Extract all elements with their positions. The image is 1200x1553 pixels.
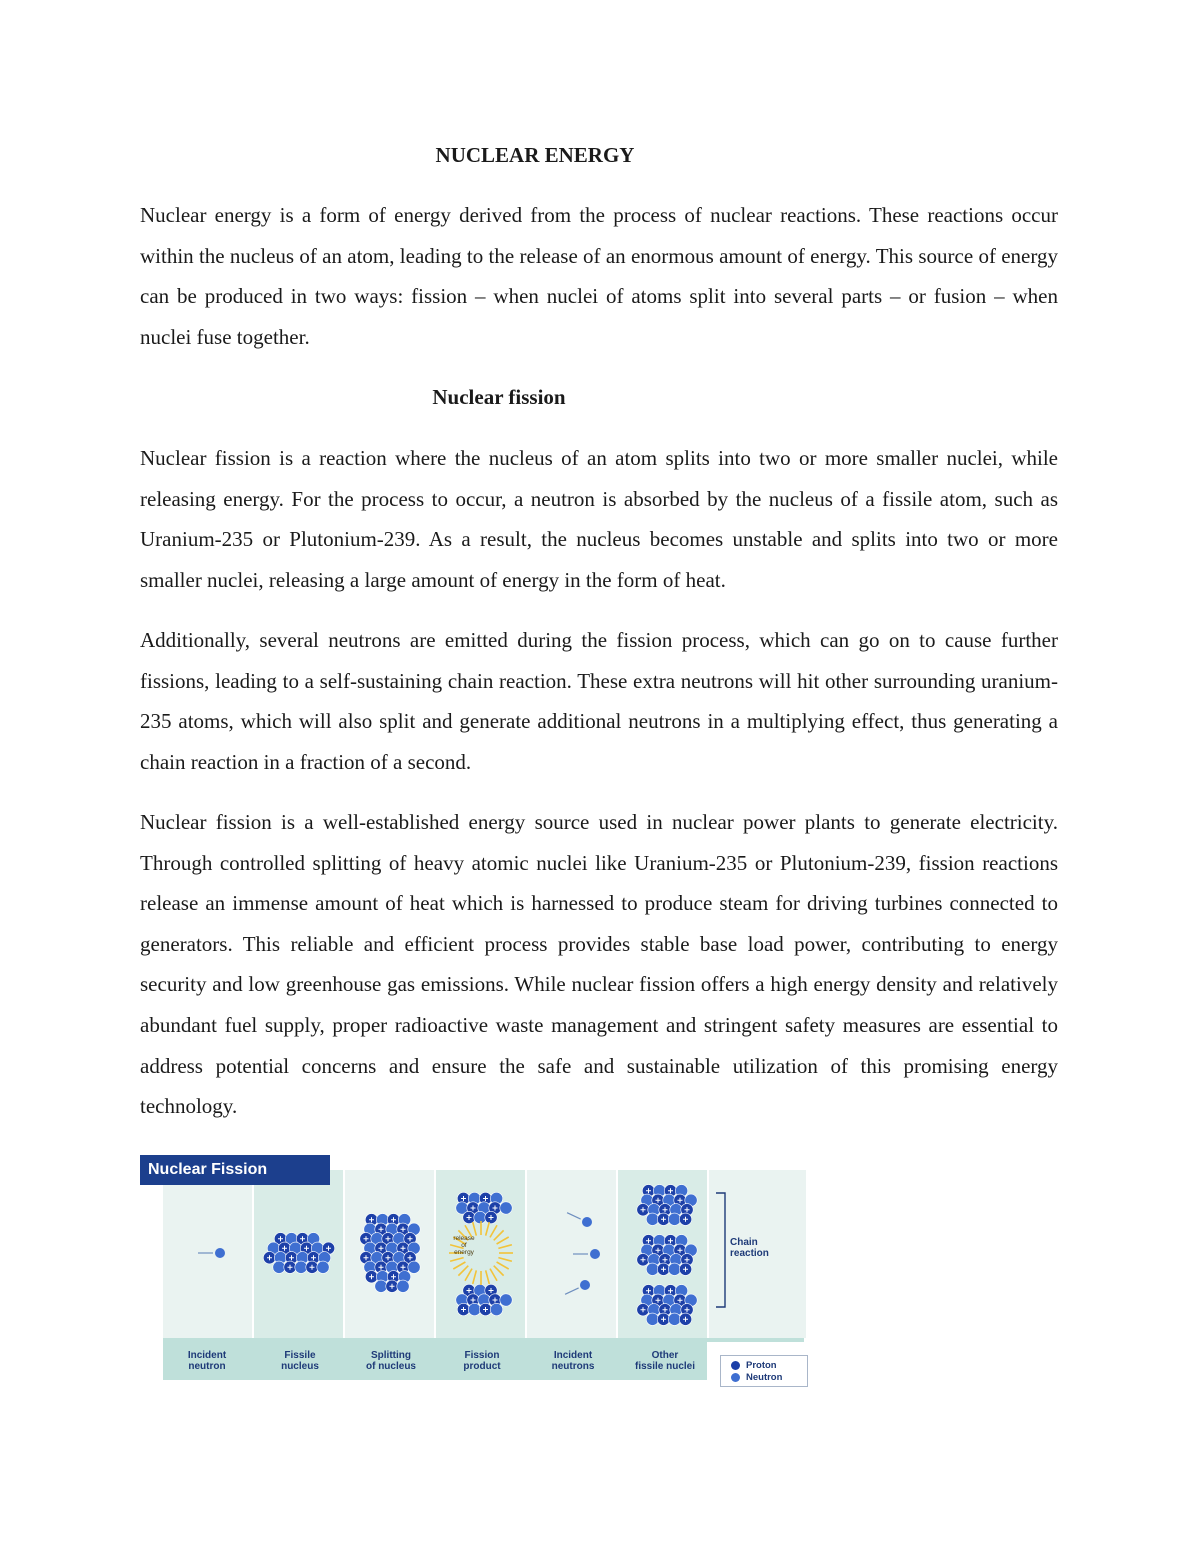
- stage-label-incident-neutron: Incident neutron: [187, 1350, 227, 1372]
- proton-icon: [731, 1361, 740, 1370]
- stage-label-incident-neutrons: Incident neutrons: [551, 1350, 595, 1372]
- incident-neutron-icon: [215, 1248, 225, 1258]
- other-fissile-nucleus-neutron: [668, 1313, 680, 1325]
- other-fissile-nucleus-neutron: [646, 1313, 658, 1325]
- intro-paragraph: Nuclear energy is a form of energy derived from the process of nuclear reactions. These reactions occur within the nucleus of an atom, leading to the release of an enormous amount of energy. This source of energy can be produced in two ways: fission – when nuclei of atoms split into several parts – or fusion – when nuclei fuse together.: [140, 203, 1058, 349]
- other-fissile-nucleus-neutron: [668, 1263, 680, 1275]
- nuclear-fission-diagram: [140, 1150, 820, 1390]
- legend-proton: [731, 1360, 777, 1371]
- fissile-nucleus-neutron: [273, 1261, 285, 1273]
- diagram-legend: [720, 1355, 808, 1387]
- stage-panel: [527, 1170, 616, 1338]
- fissile-nucleus-neutron: [295, 1261, 307, 1273]
- stage-label-splitting: Splitting of nucleus: [365, 1350, 416, 1372]
- other-fissile-nucleus-neutron: [668, 1213, 680, 1225]
- fission-product-top-neutron: [474, 1211, 486, 1223]
- incident-neutron-icon: [580, 1280, 590, 1290]
- legend-proton-label: Proton: [746, 1360, 777, 1371]
- splitting-nucleus-neutron: [408, 1261, 420, 1273]
- incident-neutron-icon: [582, 1217, 592, 1227]
- legend-neutron-label: Neutron: [746, 1372, 783, 1383]
- legend-neutron: [731, 1372, 782, 1383]
- stage-label-fissile-nucleus: Fissile nucleus: [281, 1350, 319, 1372]
- fission-product-bottom-neutron: [490, 1303, 502, 1315]
- chain-reaction-label: Chain reaction: [730, 1237, 769, 1259]
- fission-paragraph-1: Nuclear fission is a reaction where the nucleus of an atom splits into two or more smaller nuclei, while releasing energy. For the process to occur, a neutron is absorbed by the nucleus of a fissile atom, such as Uranium-235 or Plutonium-239. As a result, the nucleus becomes unstable and splits into two or more smaller nuclei, releasing a large amount of energy in the form of heat.: [140, 446, 1058, 592]
- release-of-energy-label: release of energy: [453, 1235, 475, 1256]
- splitting-nucleus-neutron: [397, 1280, 409, 1292]
- fission-product-bottom-neutron: [468, 1303, 480, 1315]
- document-title: NUCLEAR ENERGY: [435, 143, 635, 167]
- splitting-nucleus-neutron: [375, 1280, 387, 1292]
- fission-paragraph-3: Nuclear fission is a well-established energy source used in nuclear power plants to generate electricity. Through controlled splitting of heavy atomic nuclei like Uranium-235 or Plutonium-239, fission reactions release an immense amount of heat which is harnessed to produce steam for driving turbines connected to generators. This reliable and efficient process provides stable base load power, contributing to energy security and low greenhouse gas emissions. While nuclear fission offers a high energy density and relatively abundant fuel supply, proper radioactive waste management and stringent safety measures are essential to address potential concerns and ensure the safe and sustainable utilization of this promising energy technology.: [140, 810, 1058, 1119]
- section-heading: Nuclear fission: [432, 385, 566, 409]
- fission-product-bottom-neutron: [500, 1294, 512, 1306]
- incident-neutron-icon: [590, 1249, 600, 1259]
- stage-label-fission-product: Fission product: [463, 1350, 501, 1372]
- neutron-icon: [731, 1373, 740, 1382]
- stage-label-other-fissile-nuclei: Other fissile nuclei: [634, 1350, 696, 1372]
- stage-panel: [163, 1170, 252, 1338]
- other-fissile-nucleus-neutron: [646, 1263, 658, 1275]
- figure-title: Nuclear Fission: [140, 1155, 330, 1185]
- fission-paragraph-2: Additionally, several neutrons are emitted during the fission process, which can go on to cause further fissions, leading to a self-sustaining chain reaction. These extra neutrons will hit other surrounding uranium-235 atoms, which will also split and generate additional neutrons in a multiplying effect, thus generating a chain reaction in a fraction of a second.: [140, 628, 1058, 774]
- other-fissile-nucleus-neutron: [646, 1213, 658, 1225]
- fissile-nucleus-neutron: [317, 1261, 329, 1273]
- label-band-divider: [163, 1338, 804, 1342]
- fission-product-top-neutron: [500, 1202, 512, 1214]
